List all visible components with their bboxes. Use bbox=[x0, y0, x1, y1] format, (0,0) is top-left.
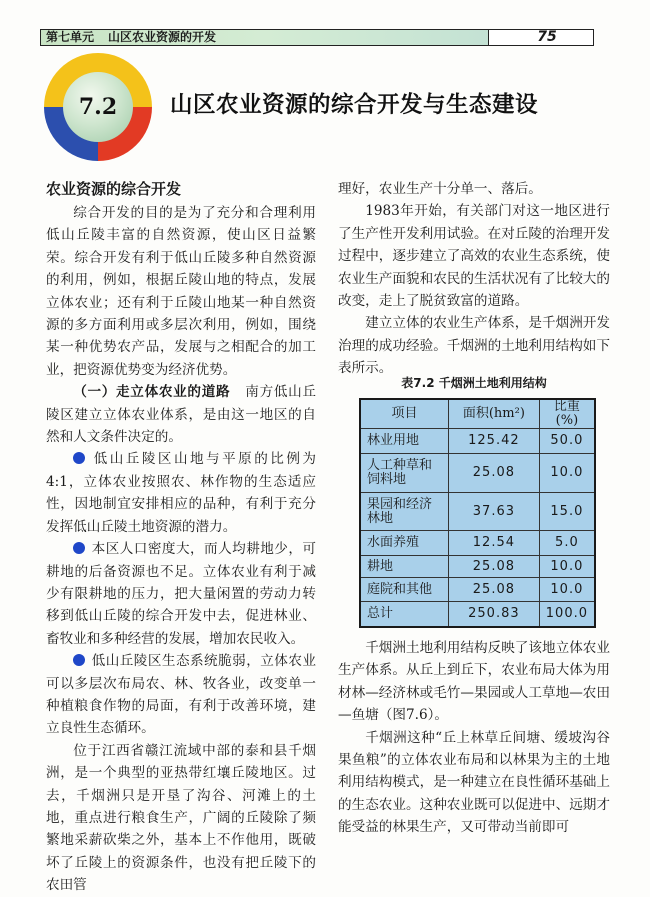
subsection-heading: 农业资源的综合开发 bbox=[46, 180, 182, 198]
unit-title: 山区农业资源的开发 bbox=[108, 30, 217, 44]
table-caption: 表7.2 千烟洲土地利用结构 bbox=[401, 376, 547, 390]
table-row: 庭院和其他 25.08 10.0 bbox=[360, 578, 595, 602]
table-row: 水面养殖 12.54 5.0 bbox=[360, 531, 595, 556]
paragraph: 综合开发的目的是为了充分和合理利用低山丘陵丰富的自然资源，使山区日益繁荣。综合开发有利于低山丘陵多种自然资源的利用，例如，根据丘陵山地的特点，发展立体农业；还有利于丘陵山地某一种自然资源的多方面利用或多层次利用，例如，围绕某一种优势农产品，发展与之相配合的加工业，把资源优势变为经济优势。 bbox=[46, 205, 316, 378]
table-row: 耕地 25.08 10.0 bbox=[360, 556, 595, 578]
header-item: 项目 bbox=[360, 399, 449, 429]
paragraph: 位于江西省赣江流域中部的泰和县千烟洲，是一个典型的亚热带红壤丘陵地区。过去，千烟洲只是开垦了沟谷、河滩上的土地，重点进行粮食生产，广阔的丘陵除了频繁地采薪砍柴之外，基本上不作他用，既破坏了丘陵上的资源条件，也没有把丘陵下的农田管 bbox=[46, 742, 316, 894]
section-badge-icon bbox=[44, 53, 152, 161]
table-row: 人工种草和饲料地 25.08 10.0 bbox=[360, 454, 595, 493]
bullet-dot-icon bbox=[73, 452, 85, 464]
table-total-row: 总计 250.83 100.0 bbox=[360, 602, 595, 627]
header-share: 比重(%) bbox=[539, 399, 595, 429]
table-row: 果园和经济林地 37.63 15.0 bbox=[360, 493, 595, 531]
paragraph: 建立立体的农业生产体系，是千烟洲开发治理的成功经验。千烟洲的土地利用结构如下表所示。 bbox=[338, 315, 610, 377]
page-number: 75 bbox=[488, 29, 594, 46]
right-column bbox=[338, 178, 610, 380]
table-row: 林业用地 125.42 50.0 bbox=[360, 429, 595, 454]
left-column bbox=[46, 178, 316, 897]
bullet-item: 本区人口密度大，而人均耕地少，可耕地的后备资源也不足。立体农业有利于减少有限耕地的压力，把大量闲置的劳动力转移到低山丘陵的综合开发中去，促进林业、畜牧业和多种经营的发展，增加农民收入。 bbox=[46, 541, 316, 647]
bullet-item: 低山丘陵区生态系统脆弱，立体农业可以多层次布局农、林、牧各业，改变单一种植粮食作物的局面，有利于改善环境，建立良性生态循环。 bbox=[46, 653, 316, 737]
topic-heading: （一）走立体农业的道路 bbox=[73, 384, 231, 401]
running-header bbox=[40, 29, 488, 46]
header-area: 面积(hm²) bbox=[449, 399, 540, 429]
right-column-lower bbox=[338, 637, 610, 839]
unit-label: 第七单元 bbox=[46, 30, 95, 44]
paragraph: 1983年开始，有关部门对这一地区进行了生产性开发利用试验。在对丘陵的治理开发过程中，逐步建立了高效的农业生态系统，使农业生产面貌和农民的生活状况有了比较大的改变，走上了脱贫致富的道路。 bbox=[338, 203, 610, 310]
paragraph-subheading: （一）走立体农业的道路 南方低山丘陵区建立立体农业体系，是由这一地区的自然和人文条件决定的。 bbox=[46, 384, 317, 446]
land-use-table bbox=[359, 398, 596, 628]
paragraph: 千烟洲这种“丘上林草丘间塘、缓坡沟谷果鱼粮”的立体农业布局和以林果为主的土地利用结构模式，是一种建立在良性循环基础上的生态农业。这种农业既可以促进中、远期才能受益的林果生产，又可带动当前即可 bbox=[338, 729, 610, 836]
table-header-row bbox=[360, 399, 595, 429]
paragraph: 理好，农业生产十分单一、落后。 bbox=[338, 181, 542, 197]
section-title: 山区农业资源的综合开发与生态建设 bbox=[170, 92, 539, 118]
bullet-dot-icon bbox=[73, 542, 85, 554]
bullet-dot-icon bbox=[73, 654, 85, 666]
section-number: 7.2 bbox=[63, 72, 133, 142]
bullet-item: 低山丘陵区山地与平原的比例为4:1，立体农业按照农、林作物的生态适应性，因地制宜安排相应的品种，有利于充分发挥低山丘陵土地资源的潜力。 bbox=[46, 451, 316, 535]
paragraph: 千烟洲土地利用结构反映了该地立体农业生产体系。从丘上到丘下，农业布局大体为用材林—经济林或毛竹—果园或人工草地—农田—鱼塘（图7.6）。 bbox=[338, 640, 610, 724]
